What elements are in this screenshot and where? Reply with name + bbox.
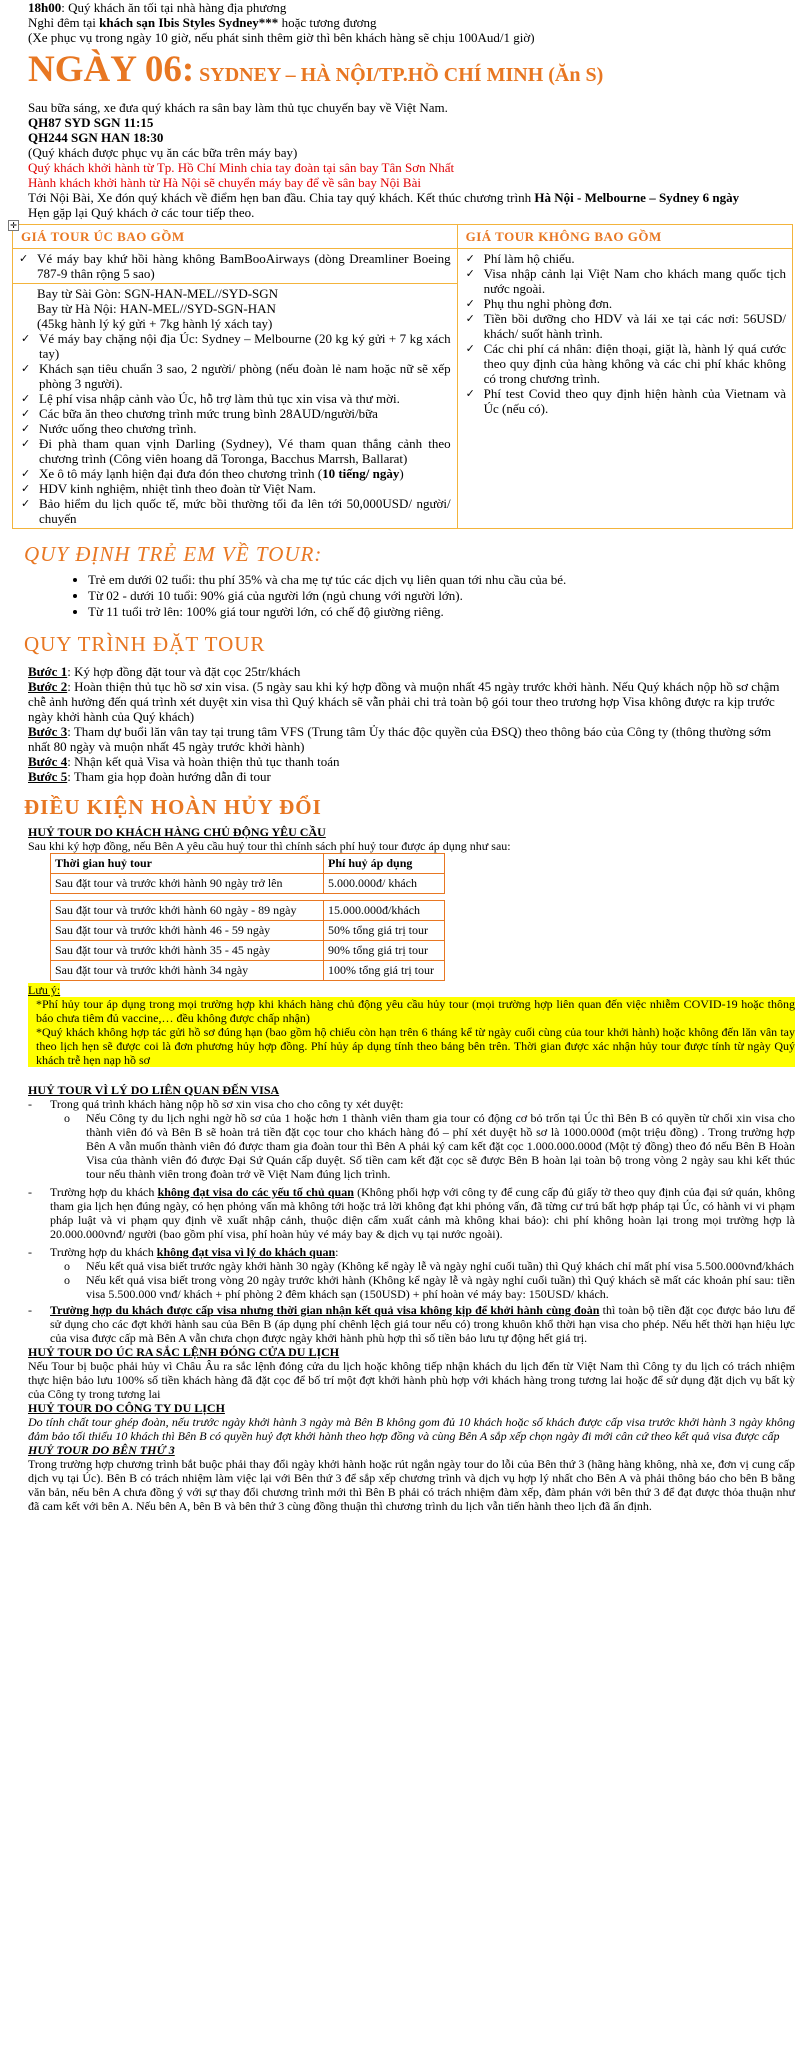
overnight-pre: Nghỉ đêm tại (28, 15, 100, 30)
checkmark-icon: ✓ (21, 497, 31, 510)
excluded-item: ✓ Phí làm hộ chiếu. (465, 251, 575, 266)
included-header: GIÁ TOUR ÚC BAO GỒM (13, 225, 458, 249)
checkmark-icon: ✓ (21, 437, 31, 450)
excluded-header: GIÁ TOUR KHÔNG BAO GỒM (457, 225, 792, 249)
tour-price-table (12, 224, 793, 529)
hotel-name: khách sạn Ibis Styles Sydney*** (99, 15, 279, 30)
list-item: • Từ 02 - dưới 10 tuổi: 90% giá của người lớn (ngủ chung với người lớn). (88, 588, 795, 603)
overnight-post: hoặc tương đương (278, 15, 377, 30)
subheading-visa-cancel: HUỶ TOUR VÌ LÝ DO LIÊN QUAN ĐẾN VISA (28, 1083, 280, 1097)
included-item: ✓ HDV kinh nghiệm, nhiệt tình theo đoàn từ Việt Nam. (21, 481, 316, 496)
itinerary-line: (Quý khách được phục vụ ăn các bữa trên máy bay) (28, 145, 298, 160)
checkmark-icon: ✓ (21, 332, 31, 345)
excluded-item: ✓ Phụ thu nghỉ phòng đơn. (465, 296, 613, 311)
list-item: - Trường hợp du khách không đạt visa vì lý do khách quan: (28, 1245, 339, 1259)
fee-header-time: Thời gian huỷ tour (51, 854, 324, 874)
step-item: Bước 3: Tham dự buổi lăn vân tay tại trung tâm VFS (Trung tâm Ủy thác độc quyền của ĐSQ) theo thông báo của Công ty (thông thường sớm nhất 80 ngày và muộn nhất 45 ngày trước khởi hành) (28, 724, 772, 754)
itinerary-line: Tới Nội Bài, Xe đón quý khách về điểm hẹn ban đầu. Chia tay quý khách. Kết thúc chương trình (28, 190, 535, 205)
children-heading: QUY ĐỊNH TRẺ EM VỀ TOUR: (24, 542, 323, 566)
closure-text: Nếu Tour bị buộc phải hủy vì Châu Âu ra sắc lệnh đóng cửa du lịch hoặc không tiếp nhận khách du lịch đến từ Việt Nam thì Công ty du lịch có trách nhiệm thực hiện bảo lưu 100% số tiền khách hàng đã đặt cọc để bố trí một đợt khởi hành phù hợp với khách hàng trong tương lai hoặc để sử dụng đặt dịch vụ bất kỳ của Công ty trong tương lai (28, 1359, 795, 1401)
cancel-fee-table (50, 853, 445, 981)
warning-line: Hành khách khởi hành từ Hà Nội sẽ chuyển máy bay để về sân bay Nội Bài (28, 175, 421, 190)
dinner-time: 18h00 (28, 0, 62, 15)
subheading-closure-cancel: HUỶ TOUR DO ÚC RA SẮC LỆNH ĐÓNG CỬA DU LỊCH (28, 1345, 340, 1359)
excluded-item: ✓ Visa nhập cảnh lại Việt Nam cho khách mang quốc tịch nước ngoài. (465, 266, 786, 296)
children-list (28, 572, 795, 619)
day-title-route: SYDNEY – HÀ NỘI/TP.HỒ CHÍ MINH (Ăn S) (194, 64, 604, 86)
company-cancel-text: Do tính chất tour ghép đoàn, nếu trước ngày khởi hành 3 ngày mà Bên B không gom đủ 10 khách hoặc số khách được cấp visa trước khởi hành 3 ngày không đảm bảo tối thiểu 10 khách thì Bên B có quyền huỷ đợt khởi hành theo hợp đồng và cùng Bên A sắp xếp chọn ngày đi mới cân cứ theo kết quả visa được cấp (28, 1415, 795, 1443)
day-itinerary (28, 100, 795, 220)
itinerary-line: Hẹn gặp lại Quý khách ở các tour tiếp theo. (28, 205, 255, 220)
table-row: Sau đặt tour và trước khởi hành 90 ngày trở lên 5.000.000đ/ khách (51, 874, 445, 894)
included-item: ✓ Xe ô tô máy lạnh hiện đại đưa đón theo chương trình (10 tiếng/ ngày) (21, 466, 404, 481)
fee-header-charge: Phí huỷ áp dụng (324, 854, 445, 874)
note-text: *Phí hủy tour áp dụng trong mọi trường hợp khi khách hàng chủ động yêu cầu hủy tour (mọi trường hợp liên quan đến việc nhiễm COVID-19 hoặc thông báo chưa tiêm đủ vaccine,… đều không được chấp nhận) (28, 997, 795, 1025)
route-block (13, 284, 457, 528)
included-item: ✓ Vé máy bay chặng nội địa Úc: Sydney – Melbourne (20 kg ký gửi + 7 kg xách tay) (21, 331, 451, 361)
checkmark-icon: ✓ (465, 297, 475, 310)
program-name: Hà Nội - Melbourne – Sydney 6 ngày (534, 190, 740, 205)
excluded-item: ✓ Phí test Covid theo quy định hiện hành của Vietnam và Úc (nếu có). (465, 386, 786, 416)
included-cell (13, 249, 458, 529)
list-item: o Nếu Công ty du lịch nghi ngờ hồ sơ của 1 hoặc hơn 1 thành viên tham gia tour có động cơ bỏ trốn tại Úc thì Bên B có quyền từ chối xin visa cho thành viên đó và Bên B sẽ hoàn trả tiền đặt cọc tour cho khách hàng đó – phí xét duyệt hồ sơ là 1000.000đ (một triệu đồng) . Trong trường hợp Bên A vẫn muốn thành viên đó được tham gia đoàn tour thì Bên A phải ký cam kết đặt cọc 1.000.000.000đ (Một tỷ đồng) theo đó nếu Bên B Hoàn Visa của thành viên đó được Đại Sứ Quán cấp duyệt. Số tiền cam kết đặt cọc sẽ được Bên B hoàn lại toàn bộ trong vòng 2 ngày sau khi kết thúc tour nếu thành viên trong đoàn trở về Việt Nam đúng lịch trình. (64, 1111, 795, 1181)
checkmark-icon: ✓ (21, 467, 31, 480)
list-item: - Trường hợp du khách không đạt visa do các yếu tố chủ quan (Không phối hợp với công ty để cung cấp đủ giấy tờ theo quy định của đại sứ quán, không tham gia lịch hẹn đúng ngày, có hẹn phỏng vấn mà không tới hoặc trả lời không đạt khi phỏng vấn, đã từng cư trú bất hợp pháp tại Úc, có hành vi vi phạm pháp luật và vi phạm quy định về xuất nhập cảnh, thuộc diện cấm xuất cảnh mà không khai báo): chi phí không hoàn lại trong mọi trường hợp là 20.000.000vnđ/ người (bao gồm phí visa, phí hoàn hủy vé máy bay & dịch vụ tại nước ngoài). (28, 1185, 795, 1241)
list-item: • Trẻ em dưới 02 tuổi: thu phí 35% và cha mẹ tự túc các dịch vụ liên quan tới nhu cầu của bé. (88, 572, 795, 587)
excluded-cell (457, 249, 792, 529)
intro-block (28, 0, 795, 45)
move-handle-icon[interactable]: ✛ (8, 220, 19, 231)
checkmark-icon: ✓ (465, 387, 475, 400)
step-item: Bước 1: Ký hợp đồng đặt tour và đặt cọc 25tr/khách (28, 664, 301, 679)
list-item: - Trong quá trình khách hàng nộp hồ sơ xin visa cho cho công ty xét duyệt: (28, 1097, 404, 1111)
booking-heading: QUY TRÌNH ĐẶT TOUR (24, 632, 266, 656)
dinner-text: : Quý khách ăn tối tại nhà hàng địa phương (61, 0, 287, 15)
step-item: Bước 2: Hoàn thiện thủ tục hồ sơ xin visa. (5 ngày sau khi ký hợp đồng và muộn nhất 45 ngày trước khởi hành. Nếu Quý khách nộp hồ sơ chậm chễ ảnh hưởng đến quá trình xét duyệt xin visa thì Quý khách sẽ vẫn phải chi trả toàn bộ gói tour theo trương hợp Visa không được ra kịp trước ngày khởi hành của Quý khách) (28, 679, 780, 724)
note-label: Lưu ý: (28, 983, 61, 997)
vehicle-note: (Xe phục vụ trong ngày 10 giờ, nếu phát sinh thêm giờ thì bên khách hàng sẽ chịu 100Aud/1 giờ) (28, 30, 535, 45)
step-item: Bước 5: Tham gia họp đoàn hướng dẫn đi tour (28, 769, 271, 784)
customer-cancel-text: Sau khi ký hợp đồng, nếu Bên A yêu cầu huỷ tour thì chính sách phí huỷ tour được áp dụng như sau: (28, 839, 511, 853)
route-line: Bay từ Sài Gòn: SGN-HAN-MEL//SYD-SGN (37, 286, 279, 301)
step-item: Bước 4: Nhận kết quả Visa và hoàn thiện thủ tục thanh toán (28, 754, 340, 769)
list-item: o Nếu kết quả visa biết trước ngày khởi hành 30 ngày (Không kể ngày lễ và ngày nghỉ cuối tuần) thì Quý khách chỉ mất phí visa 5.500.000vnđ/khách (64, 1259, 795, 1273)
list-item: • Từ 11 tuổi trở lên: 100% giá tour người lớn, có chế độ giường riêng. (88, 604, 795, 619)
note-text: *Quý khách không hợp tác gửi hồ sơ đúng hạn (bao gồm hộ chiếu còn hạn trên 6 tháng kể từ ngày cuối cùng của tour khởi hành) hoặc không đến lăn vân tay theo lịch hẹn sẽ được coi là đơn phương hủy hợp đồng. Phí hủy áp dụng tính theo bảng bên trên. Thời gian được xác nhận hủy tour được tính từ ngày Quý khách trễ hẹn nạp hồ sơ (28, 1025, 795, 1067)
subheading-company-cancel: HUỶ TOUR DO CÔNG TY DU LỊCH (28, 1401, 225, 1415)
checkmark-icon: ✓ (465, 312, 475, 325)
warning-line: Quý khách khởi hành từ Tp. Hồ Chí Minh chia tay đoàn tại sân bay Tân Sơn Nhất (28, 160, 455, 175)
checkmark-icon: ✓ (21, 392, 31, 405)
itinerary-line: Sau bữa sáng, xe đưa quý khách ra sân bay làm thủ tục chuyến bay về Việt Nam. (28, 100, 448, 115)
checkmark-icon: ✓ (465, 342, 475, 355)
included-item: ✓ Đi phà tham quan vịnh Darling (Sydney), Vé tham quan thắng cảnh theo chương trình (Công viên hoang dã Toronga, Bacchus Marrsh, Ballarat) (21, 436, 451, 466)
included-item: ✓ Bảo hiểm du lịch quốc tế, mức bồi thường tối đa lên tới 50,000USD/ người/ chuyến (21, 496, 451, 526)
excluded-item: ✓ Tiền bồi dưỡng cho HDV và lái xe tại các nơi: 56USD/ khách/ suốt hành trình. (465, 311, 786, 341)
route-line: (45kg hành lý ký gửi + 7kg hành lý xách tay) (37, 316, 273, 331)
checkmark-icon: ✓ (19, 252, 29, 265)
checkmark-icon: ✓ (21, 407, 31, 420)
route-line: Bay từ Hà Nội: HAN-MEL//SYD-SGN-HAN (37, 301, 276, 316)
checkmark-icon: ✓ (21, 422, 31, 435)
table-row: Sau đặt tour và trước khởi hành 46 - 59 ngày 50% tổng giá trị tour (51, 921, 445, 941)
booking-steps (28, 664, 795, 784)
day-title-number: NGÀY 06: (28, 49, 195, 90)
day-title (28, 51, 795, 96)
subheading-third-party-cancel: HUỶ TOUR DO BÊN THỨ 3 (28, 1443, 175, 1457)
flight-line: QH244 SGN HAN 18:30 (28, 130, 164, 145)
cancel-heading: ĐIỀU KIỆN HOÀN HỦY ĐỔI (24, 795, 322, 819)
checkmark-icon: ✓ (21, 362, 31, 375)
list-item: - Trường hợp du khách được cấp visa nhưng thời gian nhận kết quả visa không kịp để khởi hành cùng đoàn thì toàn bộ tiền đặt cọc được bảo lưu để sử dụng cho các đợt khởi hành sau của Bên B (áp dụng phí chênh lệch giá tour nếu có) trong khuôn khổ thời hạn visa cho phép. Nếu hết thời hạn hiệu lực của visa được cấp mà Bên A vẫn chưa chọn được ngày khởi hành phù hợp thì số tiền bảo lưu tự động hết giá trị. (28, 1303, 795, 1345)
subheading-customer-cancel: HUỶ TOUR DO KHÁCH HÀNG CHỦ ĐỘNG YÊU CẦU (28, 825, 326, 839)
table-row: Sau đặt tour và trước khởi hành 60 ngày - 89 ngày 15.000.000đ/khách (51, 901, 445, 921)
included-item: ✓ Khách sạn tiêu chuẩn 3 sao, 2 người/ phòng (nếu đoàn lẻ nam hoặc nữ sẽ xếp phòng 3 người). (21, 361, 451, 391)
table-row: Sau đặt tour và trước khởi hành 35 - 45 ngày 90% tổng giá trị tour (51, 941, 445, 961)
flight-line: QH87 SYD SGN 11:15 (28, 115, 154, 130)
checkmark-icon: ✓ (465, 252, 475, 265)
table-row: Sau đặt tour và trước khởi hành 34 ngày 100% tổng giá trị tour (51, 961, 445, 981)
included-item: ✓ Các bữa ăn theo chương trình mức trung bình 28AUD/người/bữa (21, 406, 378, 421)
included-item: ✓ Vé máy bay khứ hồi hàng không BamBooAirways (dòng Dreamliner Boeing 787-9 thân rộng 5 sao) (13, 249, 457, 284)
list-item: o Nếu kết quả visa biết trong vòng 20 ngày trước khởi hành (Không kể ngày lễ và ngày nghỉ cuối tuần) thì Quý khách sẽ mất các khoản phí sau: tiền visa 5.500.000 vnđ/ khách + phí phòng 2 đêm khách sạn (150USD) + phí hoàn vé máy bay: 150USD/ khách. (64, 1273, 795, 1301)
excluded-item: ✓ Các chi phí cá nhân: điện thoại, giặt là, hành lý quá cước theo quy định của hàng không và các chi phí khác không có trong chương trình. (465, 341, 786, 386)
checkmark-icon: ✓ (465, 267, 475, 280)
third-party-text: Trong trường hợp chương trình bắt buộc phải thay đổi ngày khởi hành hoặc rút ngắn ngày tour do lỗi của Bên thứ 3 (hãng hàng không, nhà xe, đơn vị cung cấp dịch vụ tại Úc). Bên B có trách nhiệm làm việc lại với Bên thứ 3 để sắp xếp chương trình và dịch vụ hợp lý nhất cho Bên A và phải thông báo cho bên B bằng văn bản, nếu bên A chưa đồng ý với sự thay đổi chương trình mới thì Bên B phải có trách nhiệm đàm xếp, đàm phán với bên thứ 3 để đạt được thỏa thuận như đã cam kết với bên A. Nếu bên A, bên B và bên thứ 3 cùng đồng thuận thì chương trình du lịch vẫn tiến hành theo lịch đã ấn định. (28, 1457, 795, 1513)
included-item: ✓ Lệ phí visa nhập cảnh vào Úc, hỗ trợ làm thủ tục xin visa và thư mời. (21, 391, 400, 406)
included-item: ✓ Nước uống theo chương trình. (21, 421, 197, 436)
checkmark-icon: ✓ (21, 482, 31, 495)
